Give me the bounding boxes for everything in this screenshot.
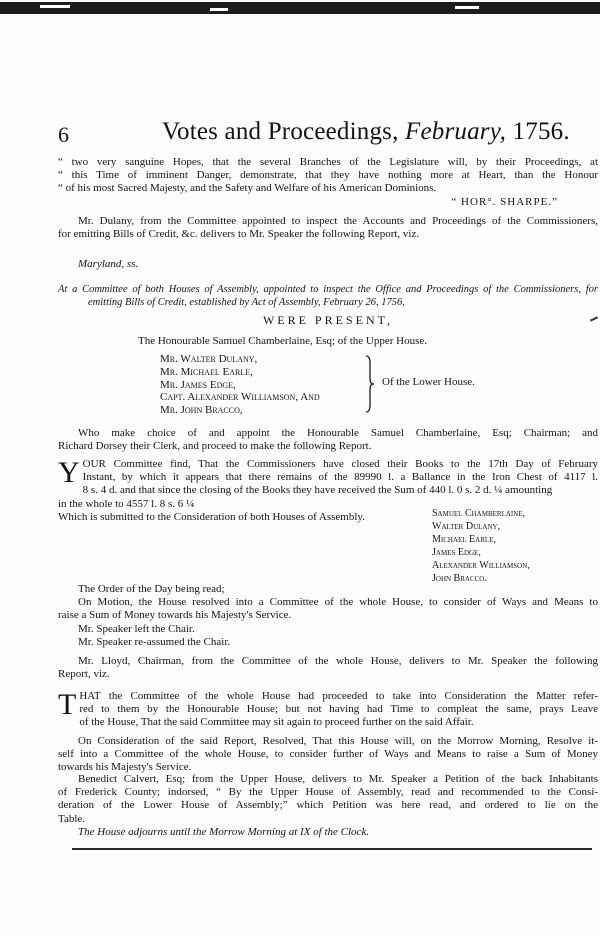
place-line xyxy=(58,258,598,271)
top-border-rule xyxy=(0,0,600,20)
petition xyxy=(58,773,598,826)
chairman-paragraph xyxy=(58,427,598,453)
text-line: Who make choice of and appoint the Honourable Samuel Chamberlaine, Esq; Chairman; and xyxy=(78,427,598,439)
drop-cap: Y xyxy=(58,456,80,489)
running-title xyxy=(162,118,570,146)
text-line: for emitting Bills of Credit, &c. delivers to Mr. Speaker the following Report, viz. xyxy=(58,228,420,241)
member-name: Mr. James Edge, xyxy=(160,378,236,391)
text-line: Mr. Dulany, from the Committee appointed to inspect the Accounts and Proceedings of the Commissioners, xyxy=(78,215,598,227)
adjourn-line: The House adjourns until the Morrow Morning at IX of the Clock. xyxy=(78,826,370,838)
were-present-heading: WERE PRESENT, xyxy=(262,314,394,327)
text-line: Instant, by which it appears that there remains of the 89990 l. a Ballance in the Iron Chest of 4117 l. xyxy=(82,471,598,484)
text-line: Benedict Calvert, Esq; from the Upper House, delivers to Mr. Speaker a Petition of the back Inhabitants xyxy=(78,773,598,785)
lower-house-label: Of the Lower House. xyxy=(382,376,475,388)
signers-list xyxy=(432,507,530,585)
text-line: Table. xyxy=(58,812,86,825)
signer-name: John Bracco. xyxy=(432,573,487,584)
title-year: 1756. xyxy=(512,118,570,145)
title-prefix: Votes and Proceedings, xyxy=(162,118,399,145)
signer-name: Walter Dulany, xyxy=(432,521,501,532)
lower-house-members xyxy=(160,353,580,417)
text-line: Richard Dorsey their Clerk, and proceed to make the following Report. xyxy=(58,440,372,453)
text-line: Mr. Lloyd, Chairman, from the Committee of the whole House, delivers to Mr. Speaker the following xyxy=(78,655,598,667)
member-name: Mr. Michael Earle, xyxy=(160,365,253,378)
text-line: Report, viz. xyxy=(58,668,110,681)
text-line: in the whole to 4557 l. 8 s. 6 ¼ xyxy=(58,497,195,510)
text-line: 8 s. 4 d. and that since the closing of the Books they have received the Sum of 440 l. 0 s. 2 d. ¼ amounting xyxy=(82,484,553,497)
order-of-day xyxy=(58,583,598,649)
address-line: “ this Time of imminent Danger, demonstrate, that they have nothing more at Heart, than the Honour xyxy=(58,169,598,182)
member-name: Mr. Walter Dulany, xyxy=(160,353,258,365)
text-line: of the House, That the said Committee may sit again to proceed further on the said Affair. xyxy=(79,716,474,729)
text-line: OUR Committee find, That the Commissioners have closed their Books to the 17th Day of February xyxy=(82,458,598,470)
upper-house-line: The Honourable Samuel Chamberlaine, Esq; of the Upper House. xyxy=(138,335,427,347)
signer-name: Alexander Williamson, xyxy=(432,560,530,571)
text-line: raise a Sum of Money towards his Majesty's Service. xyxy=(58,609,292,622)
member-list xyxy=(160,353,370,417)
address-line: “ two very sanguine Hopes, that the several Branches of the Legislature will, by their Proceedings, at xyxy=(58,156,598,168)
text-line: self into a Committee of the whole House, to consider further of Ways and Means to raise a Sum of Money xyxy=(58,748,598,761)
drop-cap: T xyxy=(58,688,77,721)
text-line: Mr. Speaker left the Chair. xyxy=(78,622,195,635)
page-number: 6 xyxy=(58,122,69,147)
resolution xyxy=(58,735,598,775)
upper-house-member xyxy=(58,335,598,348)
text-line: red to them by the Honourable House; but not having had Time to compleat the same, prays Leave xyxy=(79,703,598,716)
member-name: Mr. John Bracco, xyxy=(160,404,243,417)
lloyd-report xyxy=(58,655,598,681)
address-line: “ of his most Sacred Majesty, and the Safety and Welfare of his American Dominions. xyxy=(58,182,437,195)
bottom-rule xyxy=(72,848,592,850)
were-present xyxy=(58,314,598,327)
committee-heading xyxy=(58,283,598,309)
text-line: At a Committee of both Houses of Assembly, appointed to inspect the Office and Proceedings of the Commissioners, for xyxy=(58,284,598,295)
signer-name: James Edge, xyxy=(432,547,481,558)
text-line: On Motion, the House resolved into a Committee of the whole House, to consider of Ways and Means to xyxy=(78,596,598,609)
text-line: of Frederick County; indorsed, “ By the Upper House of Assembly, read and recommended to the Consi- xyxy=(58,786,598,799)
text-line: On Consideration of the said Report, Resolved, That this House will, on the Morrow Morning, Resolve it- xyxy=(78,735,598,747)
title-month: February, xyxy=(405,118,507,145)
report-intro xyxy=(58,215,598,241)
running-header xyxy=(58,118,598,152)
member-name: Capt. Alexander Williamson, And xyxy=(160,391,320,404)
committee-resolution-report xyxy=(58,690,598,730)
brace-icon xyxy=(365,355,375,413)
adjournment xyxy=(58,826,598,839)
address-end xyxy=(58,156,598,209)
text-line: HAT the Committee of the whole House had proceeded to take into Consideration the Matter refer- xyxy=(79,690,598,702)
text-line: The Order of the Day being read; xyxy=(78,583,225,595)
governor-signature: “ HOR°. SHARPE.” xyxy=(451,195,558,208)
signer-name: Michael Earle, xyxy=(432,534,496,545)
place: Maryland, ss. xyxy=(78,258,139,270)
text-line: towards his Majesty's Service. xyxy=(58,761,192,774)
text-line: Which is submitted to the Consideration of both Houses of Assembly. xyxy=(58,510,365,523)
text-line: deration of the Lower House of Assembly;” which Petition was here read, and ordered to lie on the xyxy=(58,799,598,812)
text-line: emitting Bills of Credit, established by Act of Assembly, February 26, 1756, xyxy=(88,297,405,309)
signer-name: Samuel Chamberlaine, xyxy=(432,508,526,519)
text-line: Mr. Speaker re-assumed the Chair. xyxy=(78,635,231,648)
